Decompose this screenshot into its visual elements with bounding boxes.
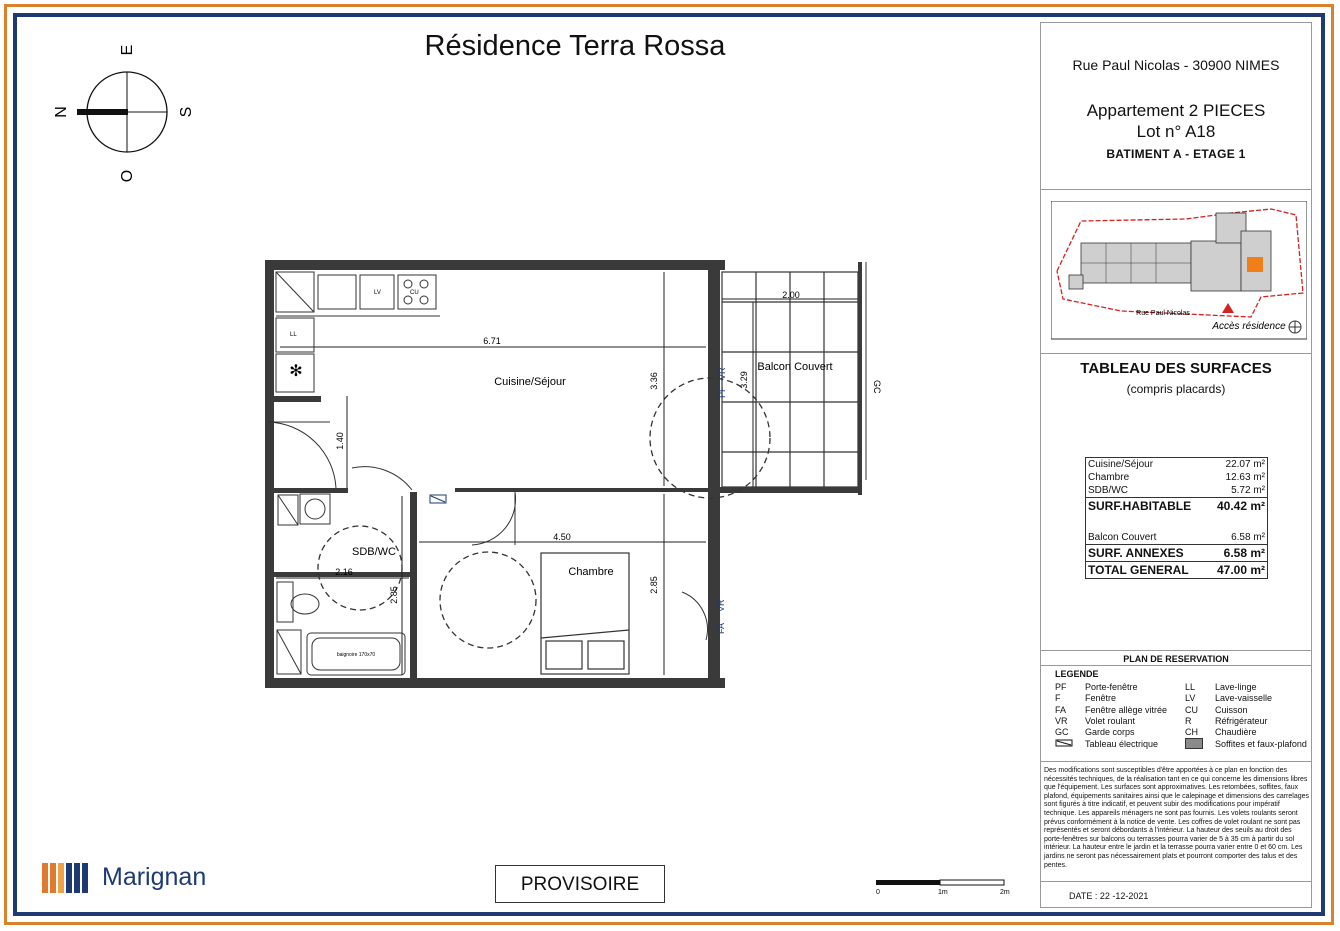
surface-balcon-label: Balcon Couvert xyxy=(1088,532,1157,543)
building-floor: BATIMENT A - ETAGE 1 xyxy=(1106,147,1246,161)
page-title: Résidence Terra Rossa xyxy=(424,30,726,62)
legend-item xyxy=(1185,738,1313,749)
surface-habitable-value: 40.42 m² xyxy=(1216,499,1265,513)
tag-ll: LL xyxy=(290,332,297,338)
surfaces-subtitle: (compris placards) xyxy=(1126,382,1226,396)
site-plan xyxy=(1051,201,1307,341)
legend-code: CH xyxy=(1185,727,1198,738)
address: Rue Paul Nicolas - 30900 NIMES xyxy=(1072,57,1280,73)
dim-label: 2.00 xyxy=(782,290,800,300)
surface-annexes-row xyxy=(1086,544,1267,561)
surface-row xyxy=(1086,458,1267,471)
surface-value: 22.07 m² xyxy=(1225,459,1265,470)
info-panel xyxy=(1040,22,1312,908)
surface-balcon-value: 6.58 m² xyxy=(1231,532,1265,543)
legend-text: Soffites et faux-plafond xyxy=(1215,739,1307,750)
plan-reservation: PLAN DE RESERVATION xyxy=(1123,654,1229,664)
legend-text: Garde corps xyxy=(1085,727,1135,738)
legend-code: LL xyxy=(1185,682,1196,692)
legend-code: F xyxy=(1055,693,1061,704)
scale-2m: 2m xyxy=(1000,889,1010,896)
surface-label: SDB/WC xyxy=(1088,485,1128,496)
legend-code: CU xyxy=(1185,704,1198,715)
legend-text: Fenêtre xyxy=(1085,693,1117,704)
dim-label: 6.71 xyxy=(483,336,501,346)
compass-north: N xyxy=(53,106,70,118)
legend-item xyxy=(1185,705,1313,716)
surface-total-row xyxy=(1086,561,1267,578)
lot-number: Lot n° A18 xyxy=(1136,122,1216,141)
room-cuisine: Cuisine/Séjour xyxy=(494,376,566,388)
legend-code: VR xyxy=(1055,715,1068,726)
surface-row xyxy=(1086,484,1267,497)
provisoire-stamp: PROVISOIRE xyxy=(495,865,665,903)
legend-item xyxy=(1055,682,1185,693)
surface-annexes-label: SURF. ANNEXES xyxy=(1088,546,1184,560)
site-street: Rue Paul Nicolas xyxy=(1136,310,1190,317)
disclaimer: Des modifications sont susceptibles d'être apportées à ce plan en fonction des nécessités techniques, de la réalisation tant en ce qui concerne les dimensions libres que l'équipement. Les surfaces sont approximatives. Les retombées, soffites, faux plafond, équipements sanitaires ainsi que le calepinage et dimensions des carrelages sont figurés à titre indicatif, et peuvent subir des modifications pour impératif technique. Les appareils ménagers ne sont pas fournis. Les volets roulants seront prévus conformément à la notice de vente. Les coffres de volet roulant ne sont pas représentés et seront débordants à l'intérieur. La hauteur des seuils au droit des porte-fenêtres sur balcons ou terrasses pourra varier de 5 à 35 cm à partir du sol intérieur. La hauteur entre le jardin et la terrasse pourra varier entre 0 et 60 cm. Les jardins ne seront pas nécessairement plats et pourront comporter des talus et des pentes. xyxy=(1044,767,1309,869)
legend-item xyxy=(1185,716,1313,727)
dim-label: 3.29 xyxy=(739,371,749,389)
surfaces-table xyxy=(1085,457,1268,579)
plan-date: DATE : 22 -12-2021 xyxy=(1069,891,1149,901)
legend-title: LEGENDE xyxy=(1055,669,1099,679)
legend-text: Tableau électrique xyxy=(1085,739,1159,750)
tag-cu: CU xyxy=(410,290,419,296)
room-sdb: SDB/WC xyxy=(352,546,396,558)
dim-label: 1.40 xyxy=(335,432,345,450)
tag-gc: GC xyxy=(872,380,882,394)
legend-text: Lave-linge xyxy=(1215,682,1257,692)
legend-item xyxy=(1055,716,1185,727)
legend-item xyxy=(1055,693,1185,704)
legend-code: GC xyxy=(1055,727,1069,738)
legend-code: R xyxy=(1185,715,1192,726)
legend-text: Volet roulant xyxy=(1085,715,1136,726)
legend-text: Chaudière xyxy=(1215,727,1257,738)
scale-bar xyxy=(870,874,1020,900)
scale-0: 0 xyxy=(876,889,880,896)
surface-label: Cuisine/Séjour xyxy=(1088,459,1154,470)
legend-text: Réfrigérateur xyxy=(1215,715,1268,726)
legend-left xyxy=(1055,682,1185,750)
surface-habitable-row xyxy=(1086,497,1267,530)
room-chambre: Chambre xyxy=(568,566,614,578)
logo-text: Marignan xyxy=(102,863,207,891)
tag-lv: LV xyxy=(374,290,381,296)
legend-item xyxy=(1185,682,1313,693)
legend-code: FA xyxy=(1055,704,1067,715)
tag-pf: PF xyxy=(717,386,727,398)
surface-label: Chambre xyxy=(1088,472,1130,483)
surface-row xyxy=(1086,471,1267,484)
compass-west: O xyxy=(119,169,136,183)
surface-value: 12.63 m² xyxy=(1225,472,1265,483)
apartment-type: Appartement 2 PIECES xyxy=(1086,101,1266,120)
legend-item xyxy=(1185,693,1313,704)
svg-text:✻: ✻ xyxy=(289,363,303,380)
legend-item xyxy=(1055,738,1185,749)
legend-text: Cuisson xyxy=(1215,704,1248,715)
legend-text: Lave-vaisselle xyxy=(1215,693,1273,704)
electric-panel-icon xyxy=(1055,739,1085,749)
tag-fa: FA xyxy=(716,622,726,634)
room-balcon: Balcon Couvert xyxy=(757,361,833,373)
soffite-swatch-icon xyxy=(1185,738,1215,751)
surface-value: 5.72 m² xyxy=(1231,485,1265,496)
site-access: Accès résidence xyxy=(1212,321,1286,332)
compass-east: E xyxy=(119,44,136,56)
surface-total-value: 47.00 m² xyxy=(1216,563,1265,577)
surface-annexes-value: 6.58 m² xyxy=(1223,546,1265,560)
scale-1m: 1m xyxy=(938,889,948,896)
marignan-logo-icon xyxy=(42,861,96,895)
legend-item xyxy=(1055,727,1185,738)
legend-text: Porte-fenêtre xyxy=(1085,682,1138,692)
tag-vr: VR xyxy=(717,367,727,380)
lot-highlight xyxy=(1247,257,1263,272)
tag-vr: VR xyxy=(716,599,726,612)
bath-label: baignoire 170x70 xyxy=(336,652,376,658)
dim-label: 3.36 xyxy=(649,372,659,390)
legend-item xyxy=(1055,705,1185,716)
surface-balcon-row xyxy=(1086,530,1267,544)
surface-total-label: TOTAL GENERAL xyxy=(1088,563,1189,577)
dim-label: 2.85 xyxy=(389,586,399,604)
legend-right xyxy=(1185,682,1313,750)
legend-text: Fenêtre allège vitrée xyxy=(1085,704,1168,715)
legend-code: PF xyxy=(1055,682,1067,692)
surfaces-title: TABLEAU DES SURFACES xyxy=(1080,360,1272,377)
compass-south: S xyxy=(178,106,195,118)
dim-label: 2.16 xyxy=(335,567,353,577)
dim-label: 2.85 xyxy=(649,576,659,594)
surface-habitable-label: SURF.HABITABLE xyxy=(1088,499,1192,513)
legend-code: LV xyxy=(1185,693,1196,704)
dim-label: 4.50 xyxy=(553,532,571,542)
